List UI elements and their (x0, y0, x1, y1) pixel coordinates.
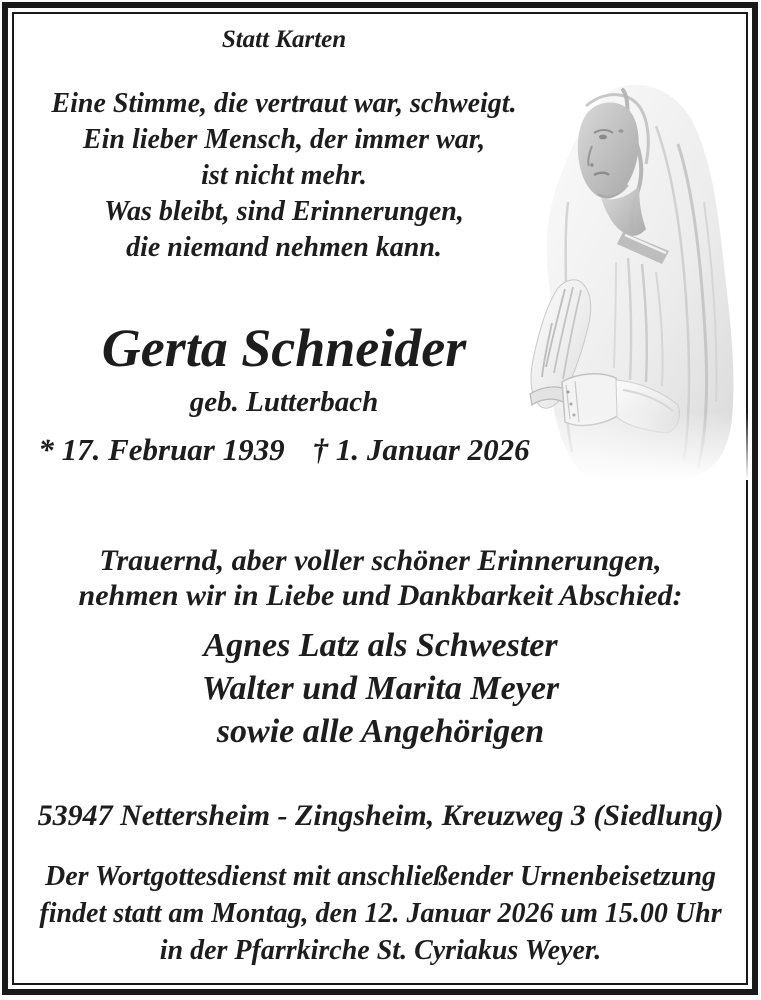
farewell-text (14, 543, 747, 613)
mourner-line: Walter und Marita Meyer (201, 670, 560, 707)
service-details (14, 858, 747, 969)
poem-line: Was bleibt, sind Erinnerungen, (104, 196, 464, 227)
mourners-list (14, 624, 747, 753)
poem-line: ist nicht mehr. (201, 160, 367, 191)
address-line: 53947 Nettersheim - Zingsheim, Kreuzweg 3 (Siedlung) (37, 799, 724, 832)
mourner-line: sowie alle Angehörigen (216, 713, 545, 750)
madonna-statue-graphic (528, 82, 750, 480)
service-line: findet statt am Montag, den 12. Januar 2026 um 15.00 Uhr (39, 898, 722, 929)
preface-statt-karten: Statt Karten (221, 26, 347, 53)
service-line: in der Pfarrkirche St. Cyriakus Weyer. (159, 935, 602, 966)
praying-madonna-statue-image (528, 82, 750, 480)
poem-line: die niemand nehmen kann. (126, 232, 442, 263)
deceased-name: Gerta Schneider (101, 318, 467, 378)
death-date: † 1. Januar 2026 (312, 432, 530, 467)
birth-date: * 17. Februar 1939 (38, 432, 285, 467)
life-dates (14, 432, 554, 468)
poem-line: Ein lieber Mensch, der immer war, (82, 124, 486, 155)
farewell-line: Trauernd, aber voller schöner Erinnerungen, (99, 544, 662, 577)
service-line: Der Wortgottesdienst mit anschließender Urnenbeisetzung (44, 861, 717, 892)
maiden-name: geb. Lutterbach (189, 386, 379, 418)
poem-line: Eine Stimme, die vertraut war, schweigt. (51, 88, 517, 119)
mourner-line: Agnes Latz als Schwester (203, 627, 558, 664)
memorial-poem (14, 86, 554, 266)
farewell-line: nehmen wir in Liebe und Dankbarkeit Abschied: (78, 579, 683, 612)
